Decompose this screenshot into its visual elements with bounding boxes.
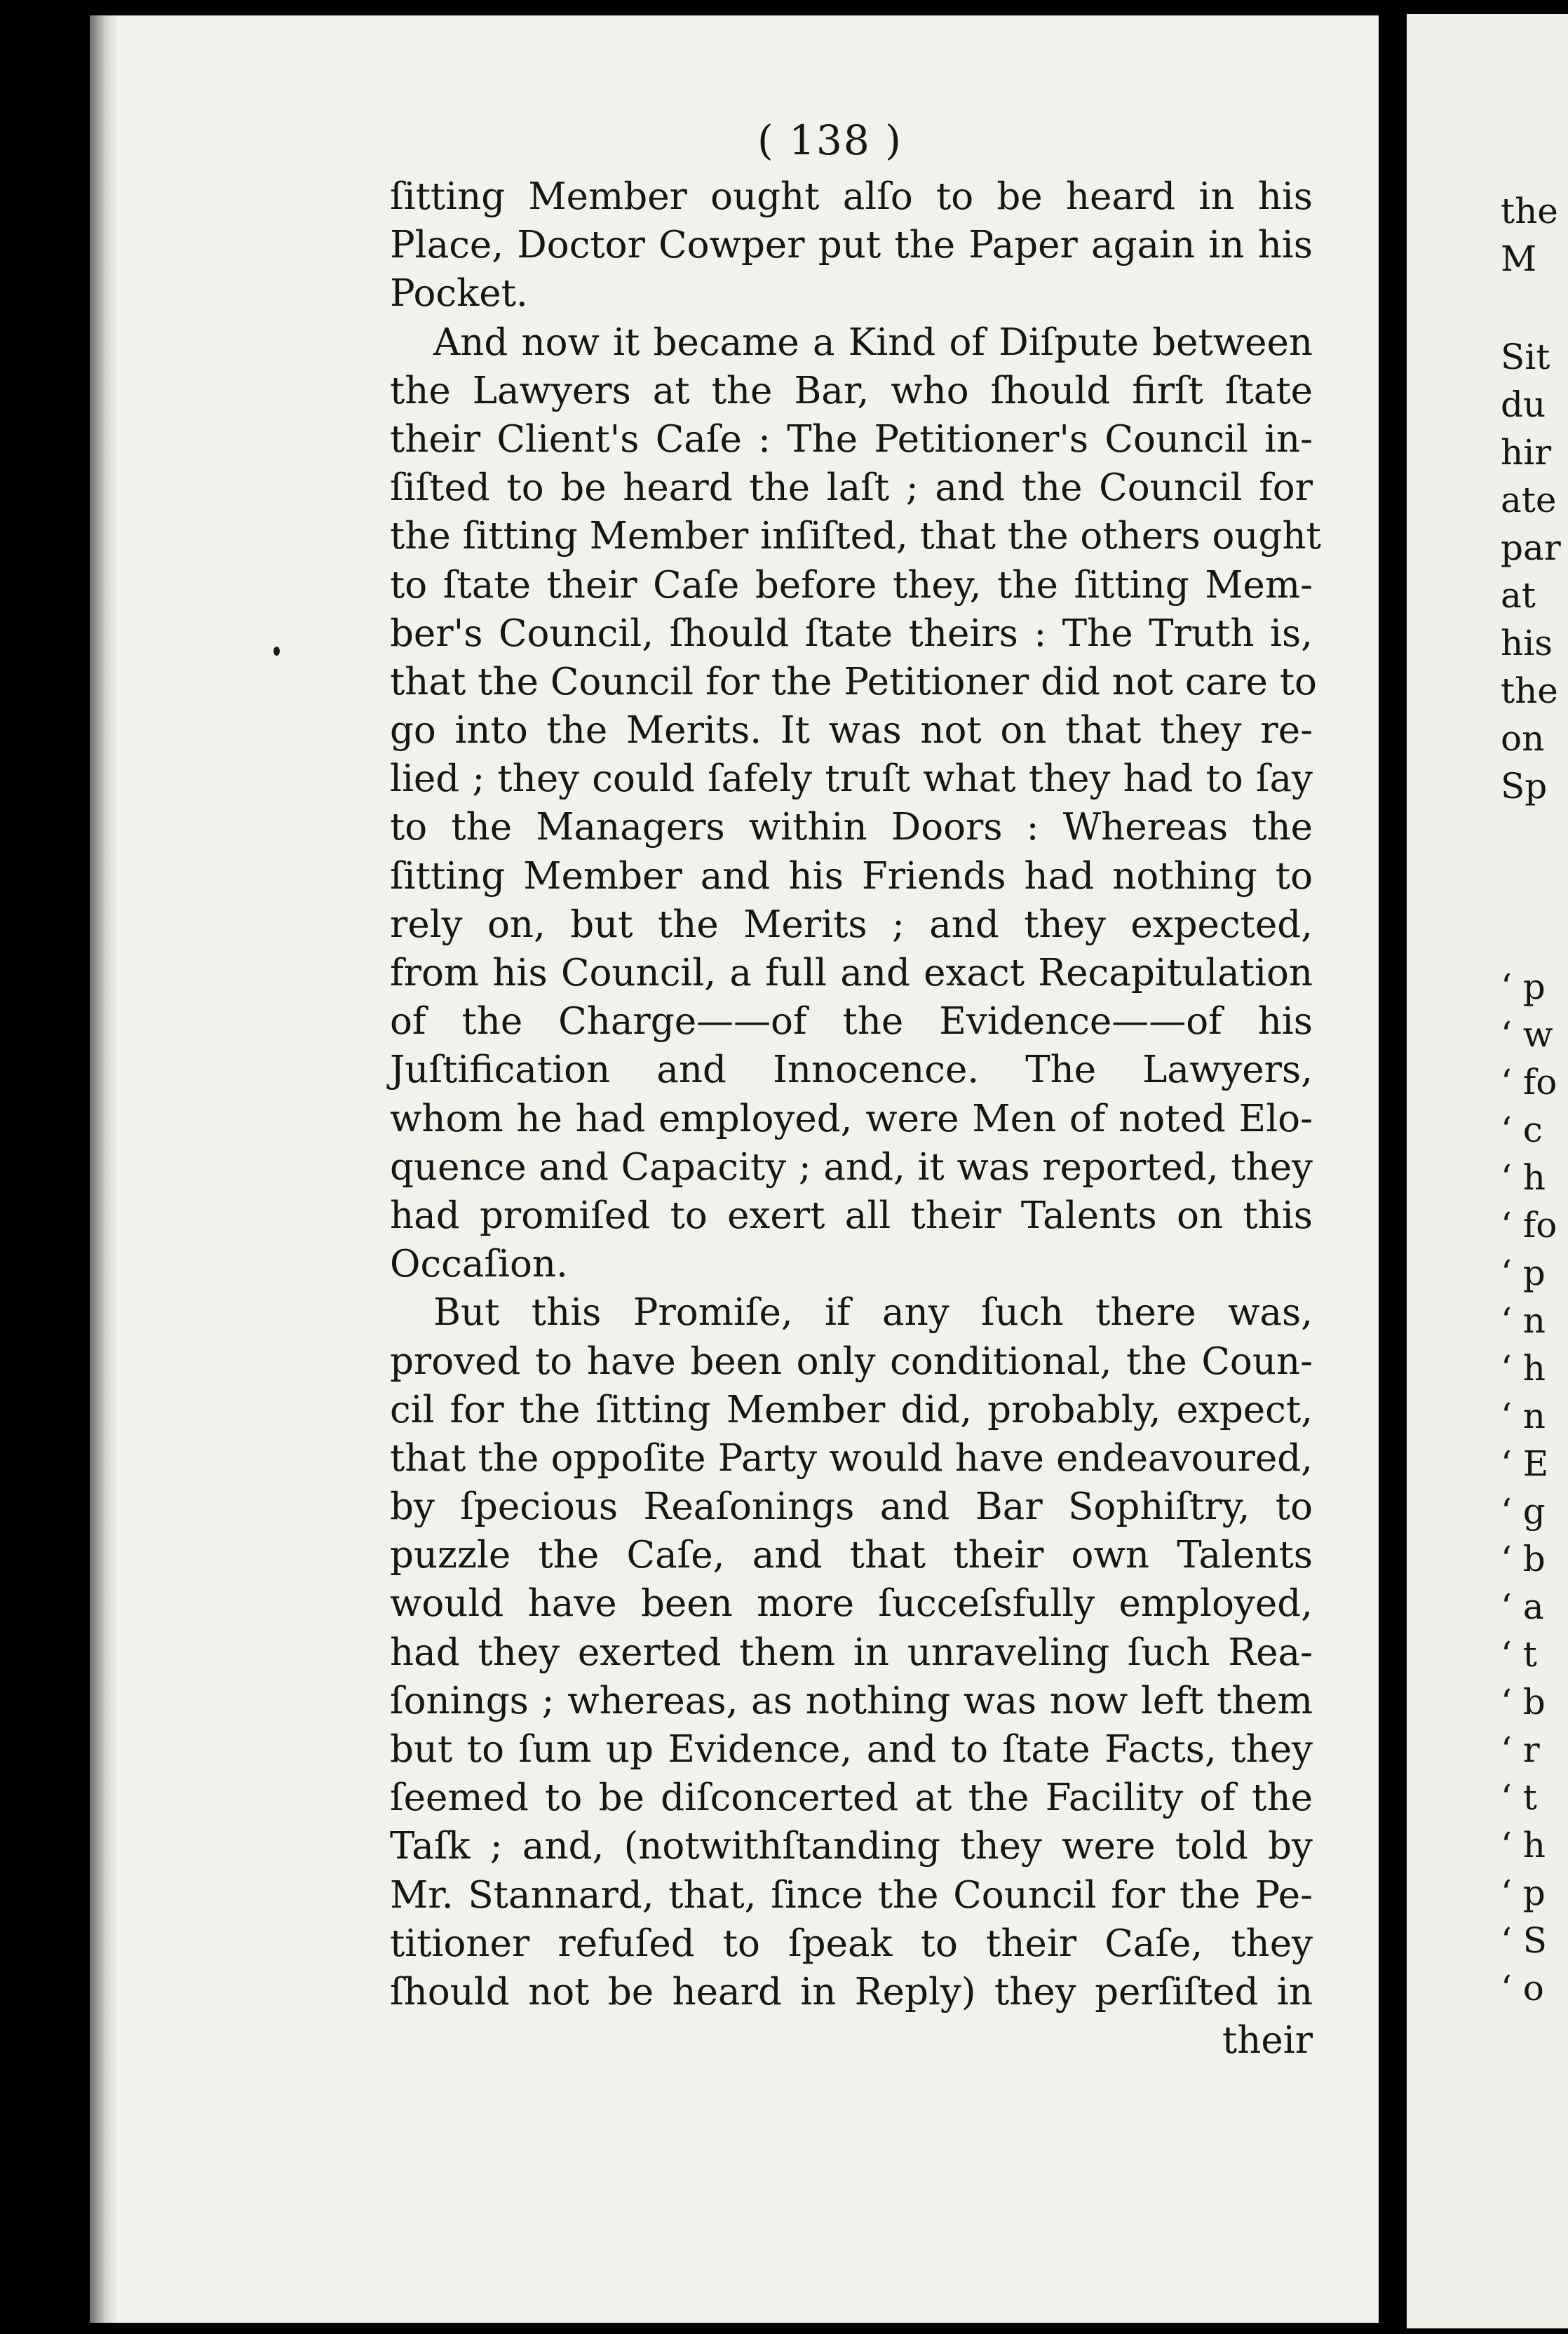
- text-line: that the oppoſite Party would have endeavoured,: [390, 1436, 1313, 1480]
- text-line: their Client's Caſe : The Petitioner's Council in-: [390, 417, 1313, 461]
- right-page-fragment: M: [1501, 238, 1537, 279]
- text-line: that the Council for the Petitioner did not care to: [390, 660, 1317, 703]
- right-page-fragment: at: [1501, 575, 1536, 616]
- text-line: had they exerted them in unraveling ſuch Rea-: [390, 1631, 1313, 1674]
- right-page-fragment: ‘ c: [1501, 1109, 1543, 1150]
- text-line: ſonings ; whereas, as nothing was now left them: [390, 1679, 1313, 1722]
- right-page-fragment: his: [1501, 623, 1553, 663]
- right-page-fragment: ‘ o: [1501, 1968, 1544, 2009]
- text-line: go into the Merits. It was not on that they re-: [390, 709, 1313, 753]
- right-page-fragment: ate: [1501, 480, 1557, 520]
- paragraph-start-line: But this Promiſe, if any ſuch there was,: [433, 1291, 1313, 1335]
- text-line: titioner refuſed to ſpeak to their Caſe, they: [390, 1922, 1313, 1965]
- book-gutter: [1379, 0, 1407, 2334]
- text-line: would have been more ſucceſsfully employed,: [390, 1582, 1313, 1626]
- page-number: ( 138 ): [757, 116, 903, 164]
- text-line: had promiſed to exert all their Talents on this: [390, 1194, 1313, 1237]
- right-page-fragment: ‘ b: [1501, 1682, 1546, 1722]
- text-line: ber's Council, ſhould ſtate theirs : The Truth is,: [390, 612, 1313, 655]
- text-line: Place, Doctor Cowper put the Paper again in his: [390, 224, 1313, 267]
- right-page-fragment: ‘ w: [1501, 1014, 1553, 1055]
- right-page-fragment: ‘ b: [1501, 1539, 1546, 1579]
- right-page-fragment: ‘ h: [1501, 1157, 1546, 1198]
- text-line: Taſk ; and, (notwithſtanding they were told by: [390, 1825, 1313, 1868]
- right-page-fragment: ‘ S: [1501, 1920, 1548, 1961]
- text-line: from his Council, a full and exact Recapitulation: [390, 952, 1313, 994]
- right-page-fragment: ‘ a: [1501, 1586, 1544, 1627]
- text-line: quence and Capacity ; and, it was reported, they: [390, 1145, 1313, 1189]
- right-page-fragment: hir: [1501, 432, 1552, 473]
- right-page-fragment: ‘ E: [1501, 1443, 1549, 1484]
- text-line: rely on, but the Merits ; and they expected,: [390, 903, 1313, 946]
- catchword: their: [1222, 2019, 1313, 2063]
- right-page-fragment: par: [1501, 527, 1561, 568]
- right-page-fragment: du: [1501, 384, 1546, 425]
- text-line: ſeemed to be diſconcerted at the Facility of the: [390, 1776, 1313, 1820]
- text-line: the ſitting Member inſiſted, that the others ought: [390, 515, 1321, 558]
- right-page-fragment: ‘ n: [1501, 1396, 1546, 1436]
- text-line: ſitting Member ought alſo to be heard in his: [390, 175, 1313, 218]
- margin-ink-dot: [273, 647, 280, 656]
- text-line: by ſpecious Reaſonings and Bar Sophiſtry, to: [390, 1485, 1313, 1529]
- right-page-fragment: ‘ t: [1501, 1777, 1537, 1818]
- right-page-fragment: ‘ n: [1501, 1300, 1546, 1341]
- right-page-fragment: ‘ p: [1501, 966, 1546, 1007]
- text-line: Mr. Stannard, that, ſince the Council for the Pe-: [390, 1873, 1313, 1917]
- right-page-fragment: ‘ fo: [1501, 1062, 1557, 1102]
- text-line: Occaſion.: [390, 1243, 568, 1286]
- text-line: but to ſum up Evidence, and to ſtate Facts, they: [390, 1728, 1313, 1771]
- text-line: the Lawyers at the Bar, who ſhould firſt ſtate: [390, 369, 1313, 412]
- text-line: ſitting Member and his Friends had nothing to: [390, 854, 1313, 898]
- text-line: to ſtate their Caſe before they, the ſitting Mem-: [390, 563, 1313, 607]
- right-page-fragment: on: [1501, 718, 1545, 759]
- right-page-text-fragments: [1501, 0, 1561, 2334]
- text-line: Pocket.: [390, 272, 528, 316]
- right-page-fragment: the: [1501, 191, 1558, 231]
- right-page-fragment: ‘ fo: [1501, 1205, 1557, 1246]
- right-page-fragment: ‘ p: [1501, 1873, 1546, 1913]
- right-page-fragment: the: [1501, 670, 1558, 711]
- text-line: proved to have been only conditional, the Coun-: [390, 1340, 1313, 1383]
- text-line: to the Managers within Doors : Whereas the: [390, 806, 1313, 849]
- paragraph-start-line: And now it became a Kind of Diſpute between: [433, 321, 1313, 364]
- right-page-fragment: ‘ t: [1501, 1634, 1537, 1675]
- text-line: Juſtification and Innocence. The Lawyers,: [390, 1048, 1313, 1092]
- text-line: of the Charge——of the Evidence——of his: [390, 1000, 1313, 1044]
- right-page-fragment: ‘ h: [1501, 1348, 1546, 1389]
- text-line: puzzle the Caſe, and that their own Talents: [390, 1534, 1313, 1577]
- text-line: ſiſted to be heard the laſt ; and the Council for: [390, 466, 1313, 510]
- right-page-fragment: ‘ r: [1501, 1729, 1540, 1770]
- right-page-fragment: ‘ h: [1501, 1825, 1546, 1866]
- text-line: whom he had employed, were Men of noted Elo-: [390, 1097, 1313, 1140]
- right-page-fragment: Sp: [1501, 766, 1548, 807]
- right-page-fragment: ‘ g: [1501, 1491, 1546, 1532]
- right-page-fragment: ‘ p: [1501, 1253, 1546, 1293]
- page-edge-shadow: [90, 15, 118, 2323]
- text-line: cil for the ſitting Member did, probably, expect,: [390, 1388, 1313, 1431]
- right-page-fragment: Sit: [1501, 337, 1550, 377]
- text-line: ſhould not be heard in Reply) they perſiſted in: [390, 1970, 1313, 2013]
- page-body-text: [390, 173, 1321, 2065]
- text-line: lied ; they could ſafely truſt what they had to ſay: [390, 757, 1313, 801]
